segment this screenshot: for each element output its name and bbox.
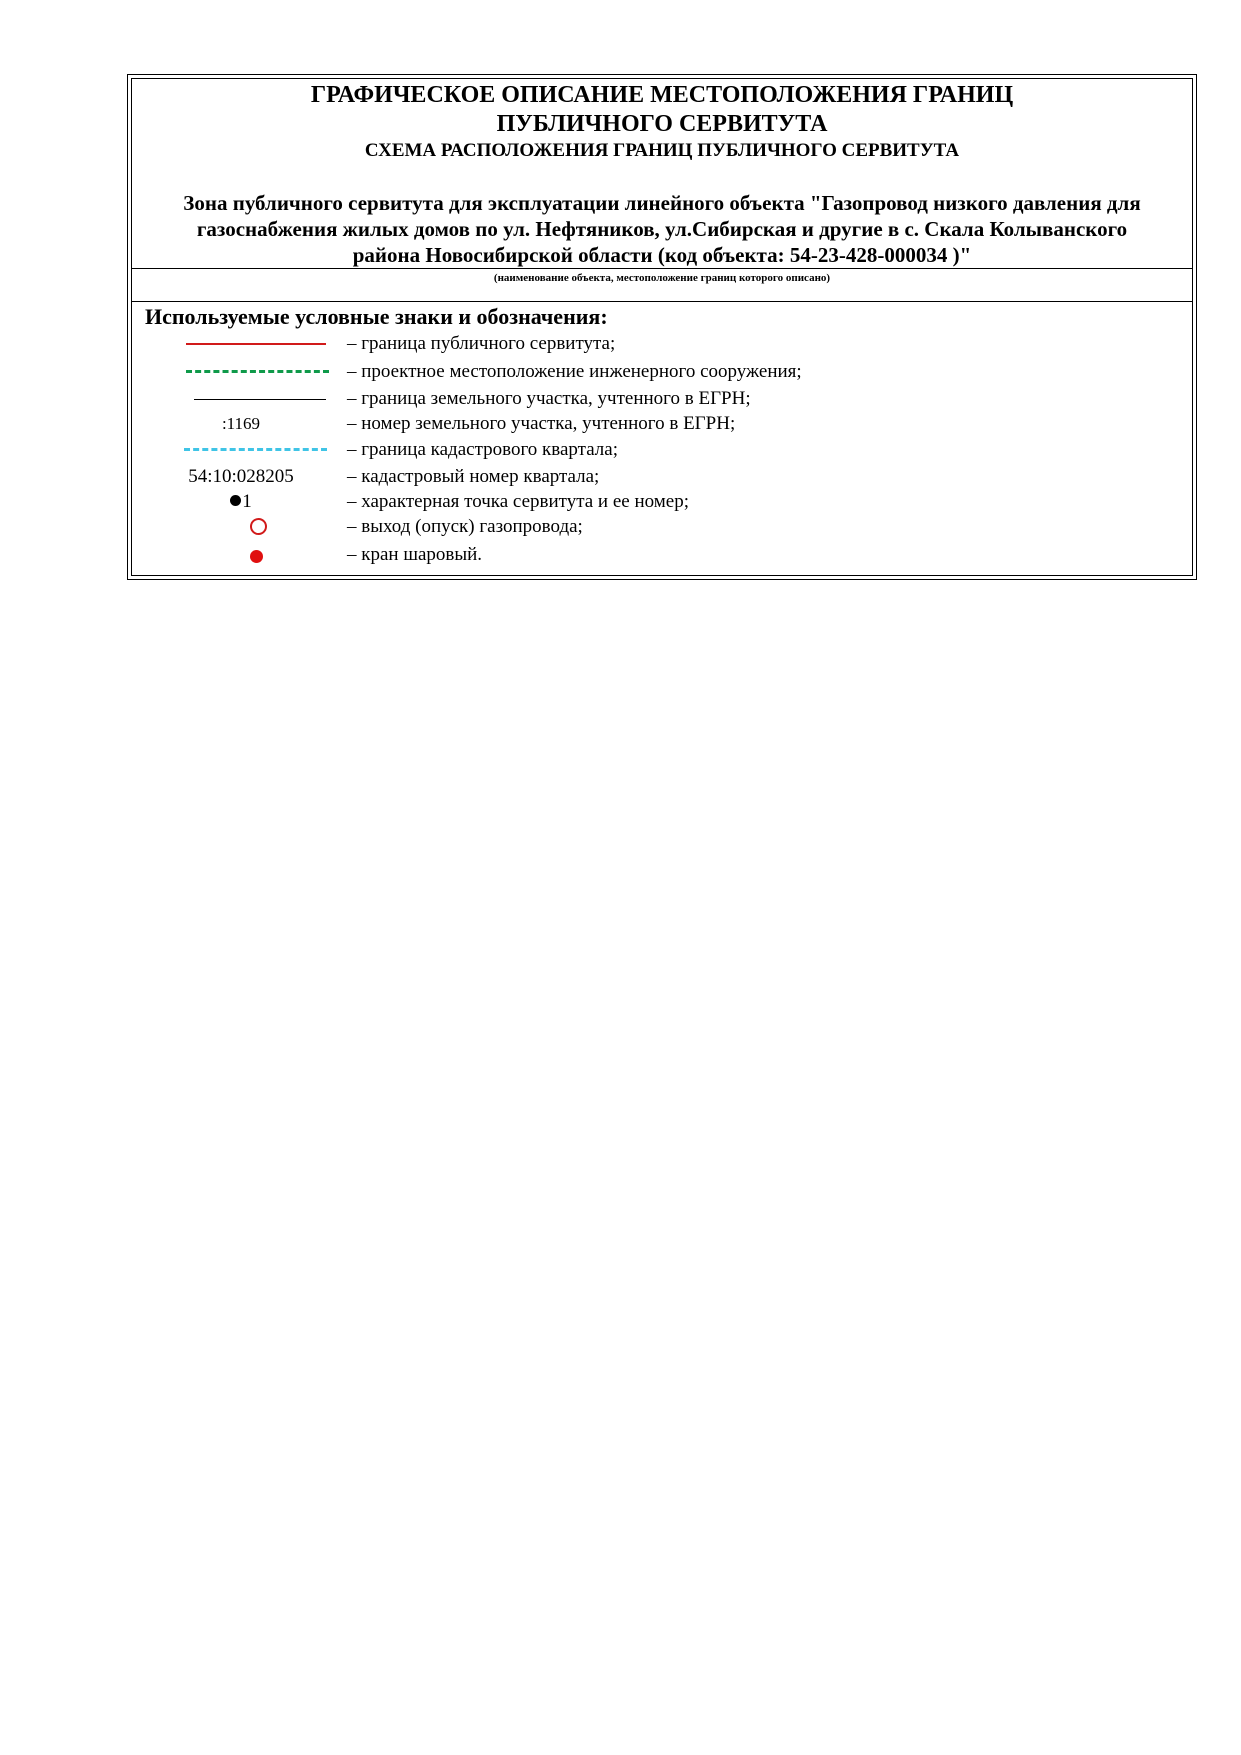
object-caption: (наименование объекта, местоположение границ которого описано) <box>493 272 831 284</box>
legend-item <box>132 386 1192 412</box>
legend-label: – граница кадастрового квартала; <box>347 439 618 460</box>
legend-symbol <box>172 331 340 357</box>
document-frame <box>127 74 1197 580</box>
quarter-number-symbol: 54:10:028205 <box>188 466 294 487</box>
red-line-symbol <box>186 343 326 345</box>
legend-item <box>132 359 1192 385</box>
red-dot-icon <box>250 550 263 563</box>
legend-item <box>132 489 1192 515</box>
legend-symbol <box>172 489 340 515</box>
legend-label: – номер земельного участка, учтенного в ЕГРН; <box>347 413 736 434</box>
legend-symbol <box>172 386 340 412</box>
legend-item <box>132 542 1192 568</box>
title-line-1: ГРАФИЧЕСКОЕ ОПИСАНИЕ МЕСТОПОЛОЖЕНИЯ ГРАНИЦ <box>310 82 1014 108</box>
legend-label: – проектное местоположение инженерного сооружения; <box>347 361 802 382</box>
legend-label: – граница земельного участка, учтенного в ЕГРН; <box>347 388 751 409</box>
legend-label: – характерная точка сервитута и ее номер; <box>347 491 689 512</box>
legend-symbol <box>172 437 340 463</box>
title-line-2: ПУБЛИЧНОГО СЕРВИТУТА <box>496 111 828 137</box>
legend-symbol <box>172 514 340 540</box>
divider-top <box>132 268 1192 269</box>
black-dot-icon <box>230 495 241 506</box>
legend-heading: Используемые условные знаки и обозначения: <box>145 304 608 329</box>
legend-symbol <box>172 464 340 490</box>
document-inner-frame <box>131 78 1193 576</box>
legend-item <box>132 514 1192 540</box>
legend-item <box>132 437 1192 463</box>
green-dashed-line-symbol <box>186 370 329 373</box>
point-number: 1 <box>242 491 252 512</box>
legend-symbol <box>172 359 340 385</box>
object-name: Зона публичного сервитута для эксплуатации линейного объекта "Газопровод низкого давления для газоснабжения жилых домов по ул. Нефтяников, ул.Сибирская и другие в с. Скала Колыванского района Новосибирской области (код объекта: 54-23-428-000034 )" <box>183 191 1141 267</box>
subtitle: СХЕМА РАСПОЛОЖЕНИЯ ГРАНИЦ ПУБЛИЧНОГО СЕРВИТУТА <box>364 140 960 161</box>
legend-label: – выход (опуск) газопровода; <box>347 516 583 537</box>
divider-bottom <box>132 301 1192 302</box>
legend-label: – кран шаровый. <box>347 544 483 565</box>
corner-tick <box>1162 301 1190 302</box>
point-symbol <box>142 491 340 513</box>
parcel-number-symbol: :1169 <box>221 414 261 433</box>
legend-label: – кадастровый номер квартала; <box>347 466 600 487</box>
red-ring-icon <box>250 518 267 535</box>
legend-symbol <box>172 411 340 437</box>
legend-item <box>132 331 1192 357</box>
cyan-dashed-line-symbol <box>184 448 327 451</box>
legend-item <box>132 464 1192 490</box>
legend-item <box>132 411 1192 437</box>
legend-symbol <box>172 542 340 568</box>
legend-label: – граница публичного сервитута; <box>347 333 616 354</box>
title-block <box>132 81 1192 270</box>
black-line-symbol <box>194 399 326 400</box>
